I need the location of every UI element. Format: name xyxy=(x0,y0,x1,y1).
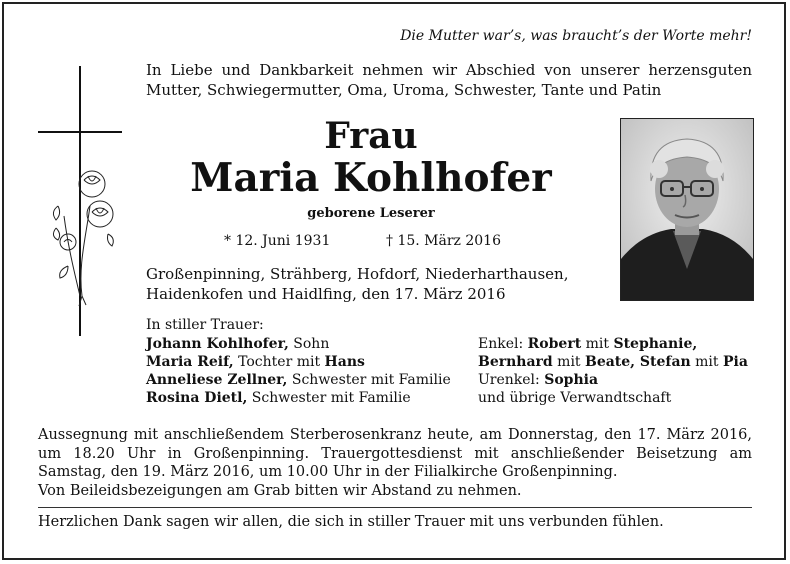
death-date: † 15. März 2016 xyxy=(386,233,501,249)
divider xyxy=(38,507,752,508)
mourner-line: Johann Kohlhofer, Sohn xyxy=(146,336,330,352)
mourners-left-list xyxy=(146,335,451,407)
motto: Die Mutter war’s, was braucht’s der Worte mehr! xyxy=(400,28,752,44)
mourner-line: Maria Reif, Tochter mit Hans xyxy=(146,354,365,370)
cross-with-roses-icon xyxy=(38,66,122,336)
funeral-text: Aussegnung mit anschließendem Sterberosenkranz heute, am Donnerstag, den 17. März 2016, um 18.20 Uhr in Großenpinning. Trauergottesdienst mit anschließender Beisetzung am Samstag, den 19. März 2016, um 10.00 Uhr in der Filialkirche Großenpinning. xyxy=(38,427,752,480)
mourner-line: Anneliese Zellner, Schwester mit Familie xyxy=(146,372,451,388)
relatives-line: und übrige Verwandtschaft xyxy=(478,390,672,406)
great-grandchildren-line: Urenkel: Sophia xyxy=(478,372,599,388)
portrait-photo xyxy=(620,118,754,301)
condolence-text: Von Beileidsbezeigungen am Grab bitten wir Abstand zu nehmen. xyxy=(38,482,522,499)
maiden-name: geborene Leserer xyxy=(307,206,435,221)
birth-date: * 12. Juni 1931 xyxy=(224,233,331,249)
grandchildren-line-1: Enkel: Robert mit Stephanie, xyxy=(478,336,698,352)
intro-text: In Liebe und Dankbarkeit nehmen wir Abschied von unserer herzensguten Mutter, Schwiegermutter, Oma, Uroma, Schwester, Tante und Patin xyxy=(146,61,752,99)
mourners-title: In stiller Trauer: xyxy=(146,317,264,333)
mourner-line: Rosina Dietl, Schwester mit Familie xyxy=(146,390,411,406)
grandchildren-line-2: Bernhard mit Beate, Stefan mit Pia xyxy=(478,354,748,370)
places-line-1: Großenpinning, Strähberg, Hofdorf, Niederharthausen, xyxy=(146,265,569,283)
salutation: Frau xyxy=(324,115,418,157)
funeral-details xyxy=(38,426,752,500)
thanks-text: Herzlichen Dank sagen wir allen, die sich in stiller Trauer mit uns verbunden fühlen. xyxy=(38,514,664,530)
deceased-name: Maria Kohlhofer xyxy=(190,155,552,201)
places-date xyxy=(146,264,568,304)
mourners-right-list xyxy=(478,335,748,407)
places-line-2: Haidenkofen und Haidlfing, den 17. März 2016 xyxy=(146,285,506,303)
